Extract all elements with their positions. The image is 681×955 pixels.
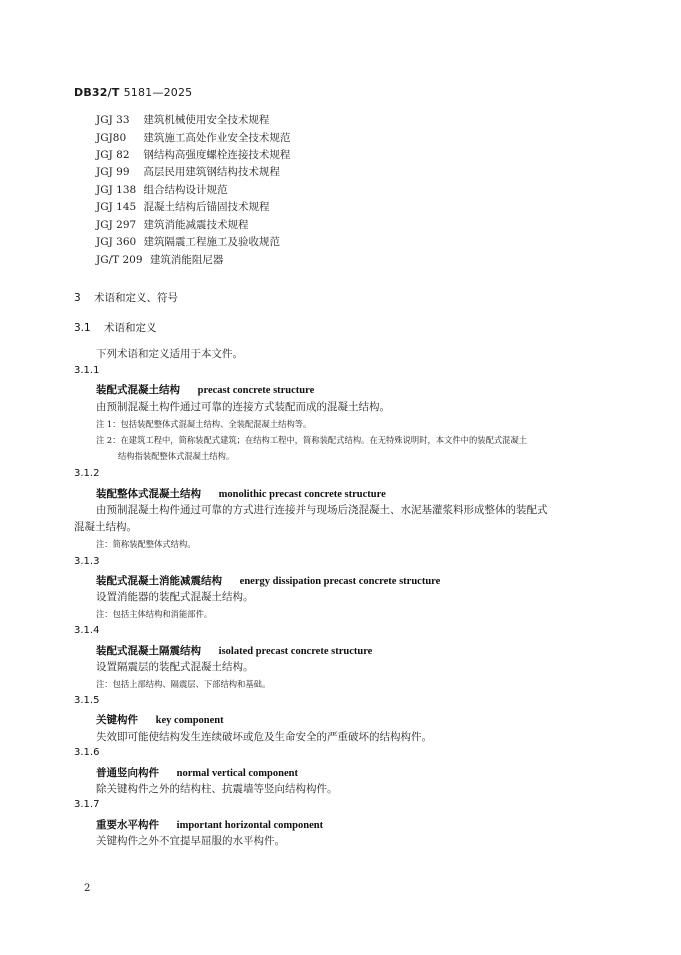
- section-heading: [74, 290, 178, 305]
- reference-code: JGJ 297: [96, 219, 137, 231]
- reference-item: [96, 112, 269, 127]
- clause-number: 3.1.4: [74, 625, 100, 636]
- standard-prefix: DB32/T: [74, 86, 120, 99]
- term-note: 注：包括主体结构和消能部件。: [96, 609, 213, 619]
- term-note-continued: 结构指装配整体式混凝土结构。: [118, 451, 235, 461]
- term-chinese: 装配整体式混凝土结构: [96, 488, 201, 500]
- term-chinese: 装配式混凝土消能减震结构: [96, 575, 222, 587]
- reference-code: JGJ 145: [96, 201, 137, 213]
- reference-item: [96, 130, 290, 145]
- reference-title: 组合结构设计规范: [143, 184, 228, 196]
- clause-number: 3.1.7: [74, 799, 100, 810]
- term-chinese: 关键构件: [96, 714, 138, 726]
- subsection-number: 3.1: [74, 322, 91, 334]
- reference-item: [96, 252, 223, 267]
- reference-code: JGJ80: [96, 132, 127, 144]
- term-entry: [96, 765, 298, 780]
- reference-title: 建筑消能减震技术规程: [143, 219, 249, 231]
- reference-code: JG/T 209: [96, 254, 143, 266]
- term-entry: [96, 382, 314, 397]
- term-english: normal vertical component: [176, 768, 298, 779]
- section-number: 3: [74, 292, 81, 304]
- intro-text: 下列术语和定义适用于本文件。: [96, 348, 243, 360]
- reference-title: 建筑隔震工程施工及验收规范: [143, 236, 281, 248]
- reference-code: JGJ 360: [96, 236, 137, 248]
- term-english: monolithic precast concrete structure: [218, 489, 386, 500]
- reference-code: JGJ 138: [96, 184, 137, 196]
- term-note: 注 1：包括装配整体式混凝土结构、全装配混凝土结构等。: [96, 419, 312, 429]
- term-definition: 设置隔震层的装配式混凝土结构。: [96, 661, 254, 673]
- term-entry: [96, 643, 372, 658]
- reference-title: 钢结构高强度螺栓连接技术规程: [143, 149, 291, 161]
- clause-number: 3.1.3: [74, 556, 100, 567]
- term-definition: 由预制混凝土构件通过可靠的连接方式装配而成的混凝土结构。: [96, 401, 390, 413]
- term-definition: 除关键构件之外的结构柱、抗震墙等竖向结构构件。: [96, 783, 338, 795]
- term-entry: [96, 817, 323, 832]
- term-note: 注：简称装配整体式结构。: [96, 539, 196, 549]
- reference-title: 建筑消能阻尼器: [149, 254, 224, 266]
- term-definition-continued: 混凝土结构。: [74, 521, 137, 533]
- term-definition: 由预制混凝土构件通过可靠的方式进行连接并与现场后浇混凝土、水泥基灌浆料形成整体的装配式: [96, 504, 548, 516]
- term-note: 注：包括上部结构、隔震层、下部结构和基础。: [96, 679, 271, 689]
- clause-number: 3.1.5: [74, 695, 100, 706]
- term-entry: [96, 712, 224, 727]
- standard-number: 5181—2025: [123, 86, 193, 99]
- reference-title: 高层民用建筑钢结构技术规程: [143, 166, 280, 178]
- term-english: important horizontal component: [176, 820, 324, 831]
- reference-code: JGJ 99: [96, 166, 130, 178]
- term-definition: 失效即可能使结构发生连续破坏或危及生命安全的严重破坏的结构构件。: [96, 731, 432, 743]
- reference-title: 混凝土结构后锚固技术规程: [143, 201, 270, 213]
- reference-item: [96, 217, 249, 232]
- term-entry: [96, 573, 440, 588]
- page-number: 2: [84, 883, 91, 894]
- reference-code: JGJ 82: [96, 149, 130, 161]
- term-chinese: 重要水平构件: [96, 819, 159, 831]
- term-definition: 关键构件之外不宜提早屈服的水平构件。: [96, 835, 285, 847]
- term-english: energy dissipation precast concrete structure: [239, 576, 441, 587]
- term-english: isolated precast concrete structure: [218, 646, 373, 657]
- subsection-heading: [74, 320, 157, 335]
- reference-item: [96, 164, 280, 179]
- section-title: 术语和定义、符号: [94, 292, 179, 304]
- term-english: key component: [155, 715, 224, 726]
- term-chinese: 装配式混凝土结构: [96, 384, 180, 396]
- term-entry: [96, 486, 386, 501]
- document-header: [74, 86, 192, 99]
- term-english: precast concrete structure: [197, 385, 315, 396]
- clause-number: 3.1.1: [74, 365, 100, 376]
- term-chinese: 普通竖向构件: [96, 767, 159, 779]
- reference-title: 建筑施工高处作业安全技术规范: [143, 132, 291, 144]
- reference-item: [96, 147, 290, 162]
- reference-item: [96, 182, 228, 197]
- term-definition: 设置消能器的装配式混凝土结构。: [96, 591, 254, 603]
- reference-item: [96, 199, 270, 214]
- reference-code: JGJ 33: [96, 114, 130, 126]
- subsection-title: 术语和定义: [104, 322, 157, 334]
- term-note: 注 2：在建筑工程中，简称装配式建筑；在结构工程中，简称装配式结构。在无特殊说明时，本文件中的装配式混凝土: [96, 435, 528, 445]
- clause-number: 3.1.6: [74, 747, 100, 758]
- reference-item: [96, 234, 280, 249]
- term-chinese: 装配式混凝土隔震结构: [96, 645, 201, 657]
- clause-number: 3.1.2: [74, 468, 100, 479]
- reference-title: 建筑机械使用安全技术规程: [143, 114, 270, 126]
